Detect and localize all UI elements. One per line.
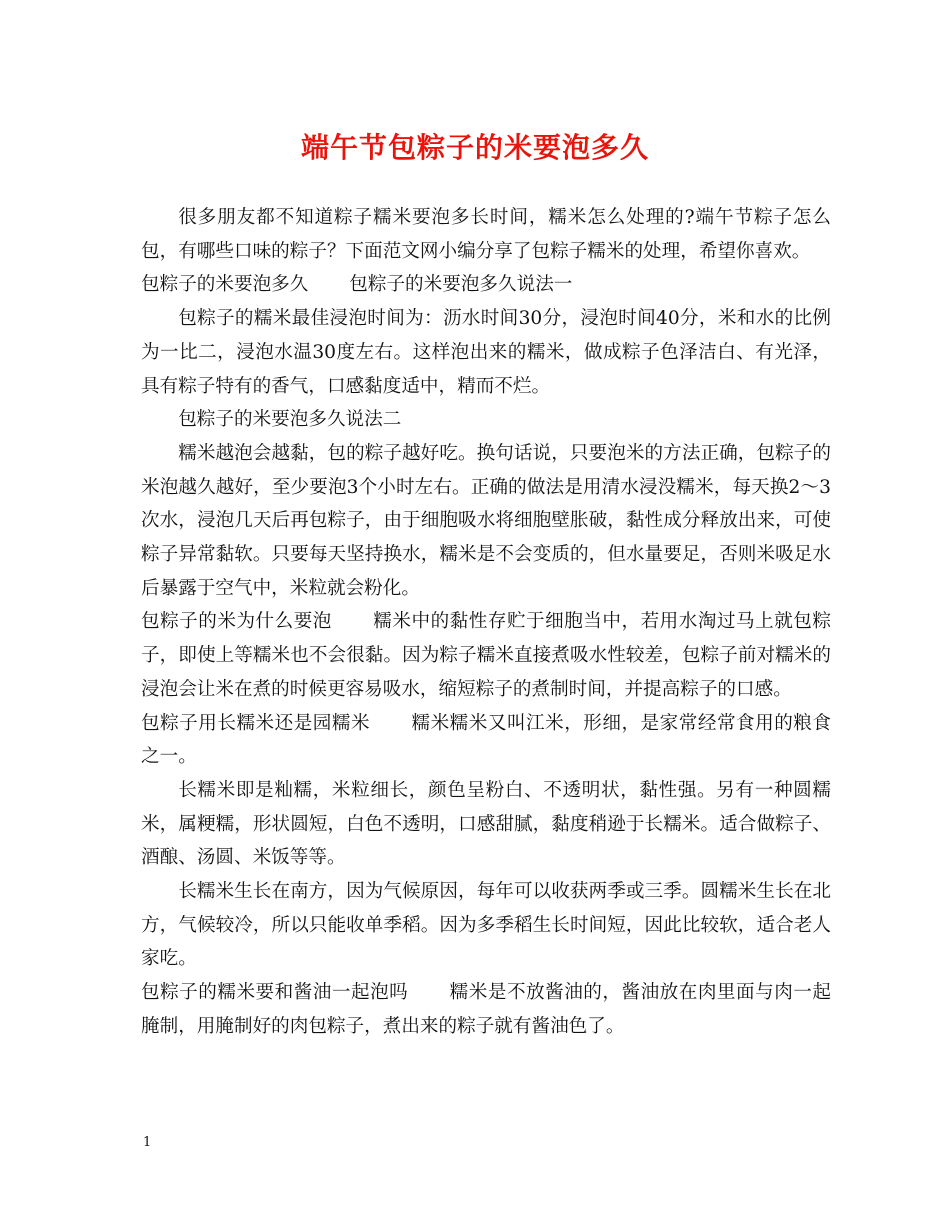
section-label-long-or-round: 包粽子用长糯米还是园糯米	[141, 712, 371, 734]
page-number: 1	[143, 1135, 152, 1150]
section-label-soy-sauce: 包粽子的糯米要和酱油一起泡吗	[141, 982, 409, 1004]
paragraph-why-soak	[141, 605, 831, 706]
paragraph-method-two: 糯米越泡会越黏，包的粽子越好吃。换句话说，只要泡米的方法正确，包粽子的米泡越久越好，至少要泡3个小时左右。正确的做法是用清水浸没糯米，每天换2～3次水，浸泡几天后再包粽子，由于细胞吸水将细胞壁胀破，黏性成分释放出来，可使粽子异常黏软。只要每天坚持换水，糯米是不会变质的，但水量要足，否则米吸足水后暴露于空气中，米粒就会粉化。	[141, 442, 831, 599]
document-title: 端午节包粽子的米要泡多久	[300, 131, 649, 164]
paragraph-long-or-round	[141, 707, 831, 774]
paragraph-intro: 很多朋友都不知道粽子糯米要泡多长时间，糯米怎么处理的?端午节粽子怎么包，有哪些口味的粽子？下面范文网小编分享了包粽子糯米的处理，希望你喜欢。	[141, 207, 831, 262]
section-label-soak-time: 包粽子的米要泡多久	[141, 274, 309, 296]
paragraph-heading-method-two: 包粽子的米要泡多久说法二	[178, 409, 402, 431]
paragraph-rice-types: 长糯米即是籼糯，米粒细长，颜色呈粉白、不透明状，黏性强。另有一种圆糯米，属粳糯，形状圆短，白色不透明，口感甜腻，黏度稍逊于长糯米。适合做粽子、酒酿、汤圆、米饭等等。	[141, 779, 831, 869]
paragraph-method-one: 包粽子的糯米最佳浸泡时间为：沥水时间30分，浸泡时间40分，米和水的比例为一比二，浸泡水温30度左右。这样泡出来的糯米，做成粽子色泽洁白、有光泽，具有粽子特有的香气，口感黏度适中，精而不烂。	[141, 308, 831, 397]
paragraph-soy-sauce	[141, 976, 831, 1043]
section-label-why-soak: 包粽子的米为什么要泡	[141, 611, 332, 633]
paragraph-heading-soak-time	[141, 268, 831, 302]
section-label-method-one: 包粽子的米要泡多久说法一	[349, 274, 573, 296]
section-text-soy-sauce: 糯米是不放酱油的，酱油放在肉里面与肉一起腌制，用腌制好的肉包粽子，煮出来的粽子就有酱油色了。	[141, 982, 831, 1037]
paragraph-rice-regions: 长糯米生长在南方，因为气候原因，每年可以收获两季或三季。圆糯米生长在北方，气候较冷，所以只能收单季稻。因为多季稻生长时间短，因此比较软，适合老人家吃。	[141, 881, 831, 970]
section-text-why-soak: 糯米中的黏性存贮于细胞当中，若用水淘过马上就包粽子，即使上等糯米也不会很黏。因为粽子糯米直接煮吸水性较差，包粽子前对糯米的浸泡会让米在煮的时候更容易吸水，缩短粽子的煮制时间，并提高粽子的口感。	[141, 611, 831, 700]
section-text-long-or-round: 糯米糯米又叫江米，形细，是家常经常食用的粮食之一。	[141, 712, 831, 768]
document-body	[141, 201, 831, 1044]
